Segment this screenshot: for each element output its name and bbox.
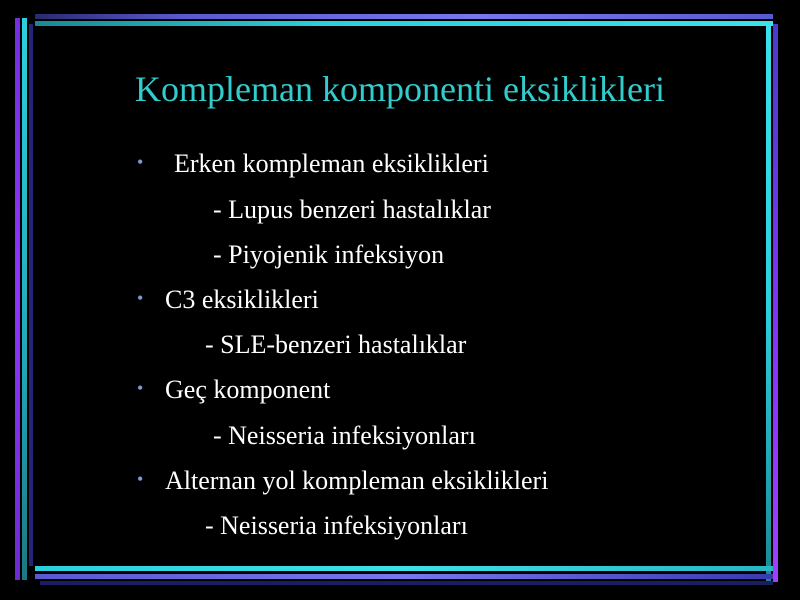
frame-bottom-bar-dark [40, 581, 773, 585]
frame-top-bar-cyan [35, 21, 773, 26]
bullet-icon: • [137, 288, 144, 308]
frame-top-bar [35, 14, 773, 19]
sub-list-item: - Lupus benzeri hastalıklar [213, 195, 491, 224]
sub-list-item: - Neisseria infeksiyonları [213, 421, 476, 450]
sub-list-item: - Piyojenik infeksiyon [213, 240, 445, 269]
list-item: Geç komponent [165, 375, 331, 404]
frame-bottom-bar [35, 574, 773, 579]
bullet-icon: • [137, 378, 144, 398]
slide-title: Kompleman komponenti eksiklikleri [135, 69, 665, 109]
list-item: C3 eksiklikleri [165, 285, 319, 314]
list-item: Erken kompleman eksiklikleri [174, 149, 489, 178]
sub-list-item: - Neisseria infeksiyonları [205, 511, 468, 540]
frame-bottom-bar-cyan [35, 566, 773, 571]
bullet-icon: • [137, 152, 144, 172]
list-item: Alternan yol kompleman eksiklikleri [165, 466, 549, 495]
bullet-icon: • [137, 469, 144, 489]
sub-list-item: - SLE-benzeri hastalıklar [205, 330, 467, 359]
